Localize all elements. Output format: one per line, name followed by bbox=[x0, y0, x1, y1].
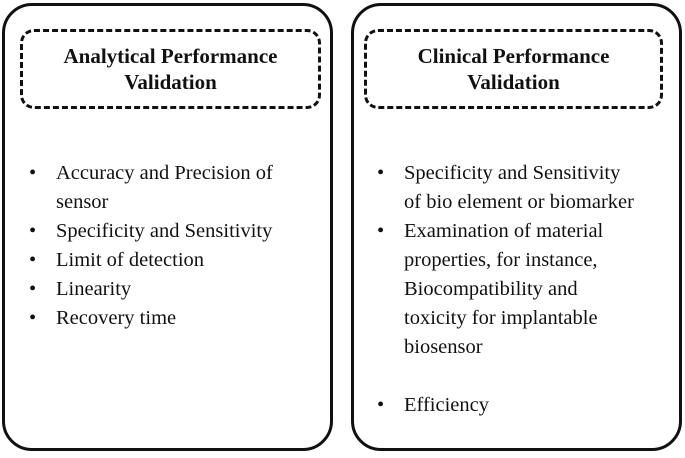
list-item-text: Linearity bbox=[56, 278, 132, 300]
title-line: Analytical Performance bbox=[63, 44, 278, 68]
list-item-text: Efficiency bbox=[404, 394, 489, 416]
bullet-dot-icon: • bbox=[377, 220, 385, 242]
bullet-dot-icon: • bbox=[29, 249, 37, 271]
list-item bbox=[27, 217, 327, 246]
list-item-text: Accuracy and Precision of bbox=[56, 162, 273, 184]
analytical-performance-title bbox=[63, 43, 277, 95]
list-item-text: Examination of material bbox=[404, 220, 604, 242]
title-line: Validation bbox=[124, 70, 217, 94]
list-item-text: toxicity for implantable bbox=[404, 307, 598, 329]
list-item-text: Specificity and Sensitivity bbox=[404, 162, 621, 184]
bullet-dot-icon: • bbox=[377, 394, 385, 416]
bullet-dot-icon: • bbox=[29, 307, 37, 329]
title-line: Clinical Performance bbox=[417, 44, 610, 68]
list-item bbox=[375, 159, 675, 217]
list-item bbox=[375, 391, 675, 420]
list-item-text: biosensor bbox=[404, 336, 483, 358]
bullet-dot-icon: • bbox=[29, 220, 37, 242]
list-item-text: of bio element or biomarker bbox=[404, 191, 634, 213]
list-item-text: Biocompatibility and bbox=[404, 278, 578, 300]
list-item bbox=[27, 159, 327, 217]
list-item-text: Limit of detection bbox=[56, 249, 205, 271]
bullet-dot-icon: • bbox=[29, 162, 37, 184]
analytical-performance-panel bbox=[2, 3, 333, 451]
clinical-performance-title bbox=[418, 43, 610, 95]
list-item bbox=[27, 304, 327, 333]
list-item-text: Recovery time bbox=[56, 307, 177, 329]
list-item bbox=[27, 246, 327, 275]
clinical-performance-list bbox=[375, 159, 675, 420]
bullet-dot-icon: • bbox=[29, 278, 37, 300]
analytical-performance-title-box bbox=[20, 29, 321, 109]
list-item-text: Specificity and Sensitivity bbox=[56, 220, 273, 242]
clinical-performance-title-box bbox=[364, 29, 663, 109]
analytical-performance-list bbox=[27, 159, 327, 333]
list-item bbox=[375, 217, 675, 362]
clinical-performance-panel bbox=[351, 3, 682, 451]
bullet-dot-icon: • bbox=[377, 162, 385, 184]
list-item bbox=[27, 275, 327, 304]
list-item-text: properties, for instance, bbox=[404, 249, 598, 271]
list-item-text: sensor bbox=[56, 191, 109, 213]
title-line: Validation bbox=[467, 70, 560, 94]
